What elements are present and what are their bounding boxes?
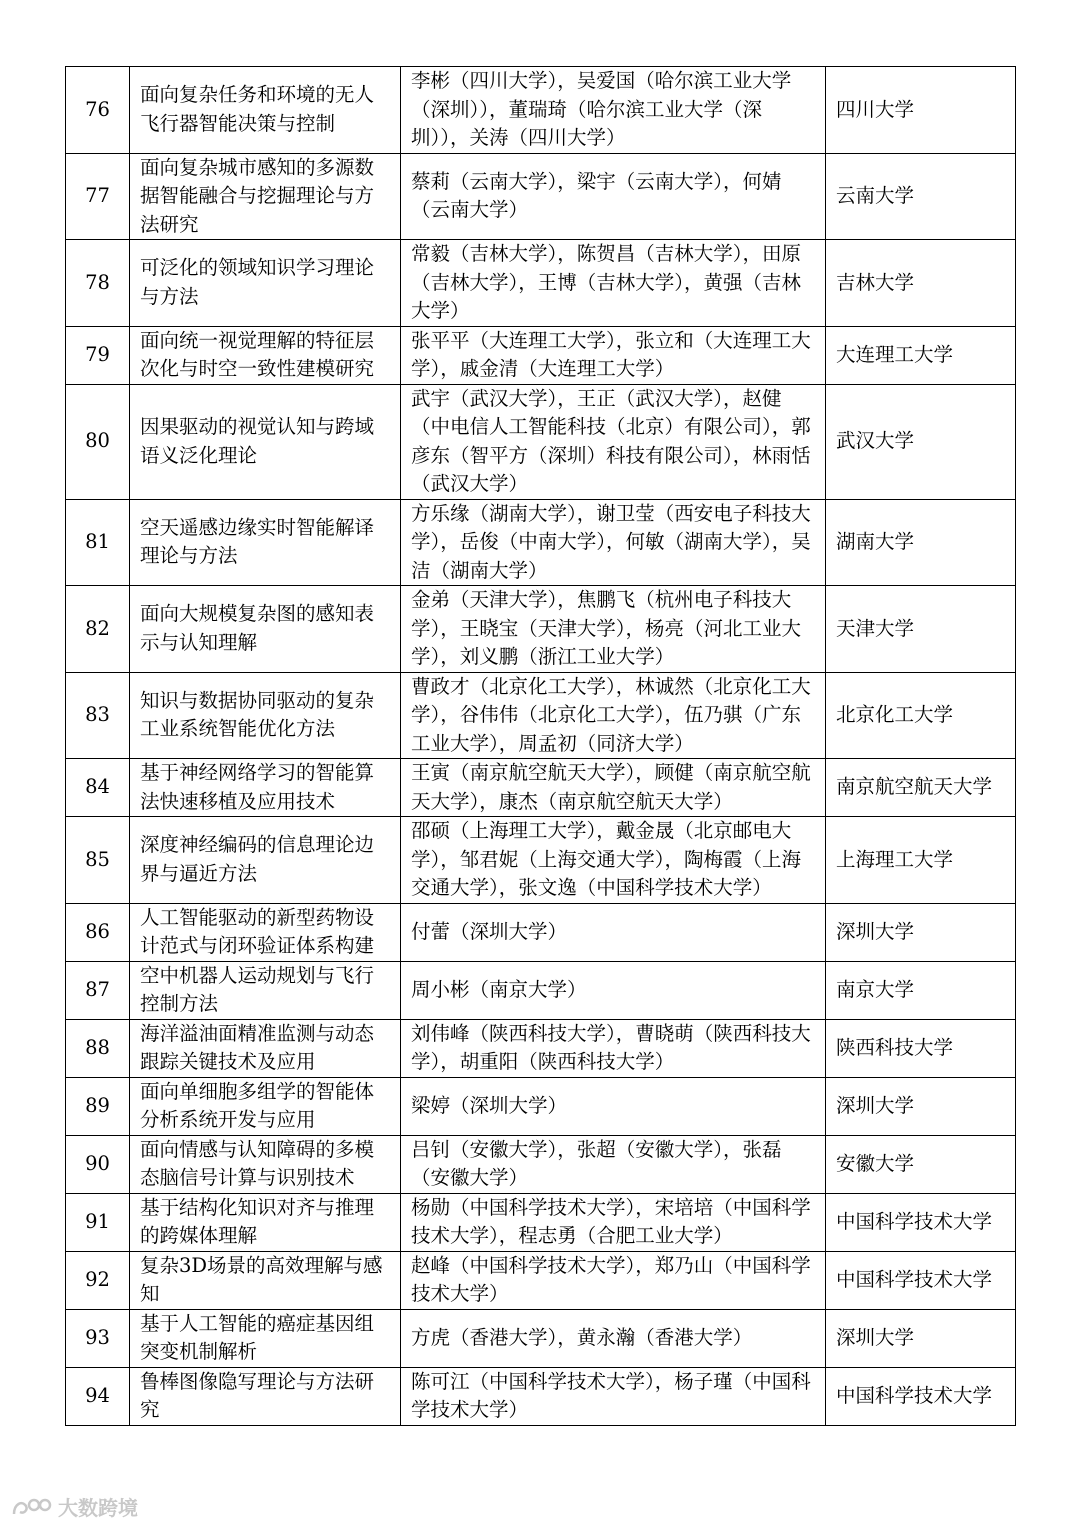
table-row (66, 240, 1016, 327)
project-title: 深度神经编码的信息理论边界与逼近方法 (130, 817, 401, 904)
host-institution: 深圳大学 (826, 1309, 1016, 1367)
host-institution: 云南大学 (826, 153, 1016, 240)
project-title: 人工智能驱动的新型药物设计范式与闭环验证体系构建 (130, 903, 401, 961)
table-row (66, 1193, 1016, 1251)
table-row (66, 903, 1016, 961)
row-number: 80 (66, 384, 130, 499)
watermark (10, 1492, 138, 1521)
project-title: 因果驱动的视觉认知与跨域语义泛化理论 (130, 384, 401, 499)
project-table (65, 66, 1016, 1426)
row-number: 87 (66, 961, 130, 1019)
project-members: 武宇（武汉大学），王正（武汉大学），赵健（中电信人工智能科技（北京）有限公司），郭彦东（智平方（深圳）科技有限公司），林雨恬（武汉大学） (401, 384, 826, 499)
host-institution: 深圳大学 (826, 903, 1016, 961)
row-number: 78 (66, 240, 130, 327)
project-members: 赵峰（中国科学技术大学），郑乃山（中国科学技术大学） (401, 1251, 826, 1309)
row-number: 93 (66, 1309, 130, 1367)
project-title: 可泛化的领域知识学习理论与方法 (130, 240, 401, 327)
project-members: 陈可江（中国科学技术大学），杨子瑾（中国科学技术大学） (401, 1367, 826, 1425)
row-number: 86 (66, 903, 130, 961)
project-title: 面向大规模复杂图的感知表示与认知理解 (130, 586, 401, 673)
table-row (66, 153, 1016, 240)
table-row (66, 1077, 1016, 1135)
host-institution: 吉林大学 (826, 240, 1016, 327)
project-members: 蔡莉（云南大学），梁宇（云南大学），何婧（云南大学） (401, 153, 826, 240)
project-title: 基于神经网络学习的智能算法快速移植及应用技术 (130, 759, 401, 817)
row-number: 85 (66, 817, 130, 904)
host-institution: 大连理工大学 (826, 326, 1016, 384)
table-row (66, 817, 1016, 904)
row-number: 82 (66, 586, 130, 673)
table-row (66, 384, 1016, 499)
table-row (66, 586, 1016, 673)
host-institution: 湖南大学 (826, 499, 1016, 586)
project-title: 基于人工智能的癌症基因组突变机制解析 (130, 1309, 401, 1367)
row-number: 91 (66, 1193, 130, 1251)
project-members: 吕钊（安徽大学），张超（安徽大学），张磊（安徽大学） (401, 1135, 826, 1193)
project-members: 王寅（南京航空航天大学），顾健（南京航空航天大学），康杰（南京航空航天大学） (401, 759, 826, 817)
project-members: 周小彬（南京大学） (401, 961, 826, 1019)
host-institution: 南京大学 (826, 961, 1016, 1019)
host-institution: 陕西科技大学 (826, 1019, 1016, 1077)
host-institution: 中国科学技术大学 (826, 1367, 1016, 1425)
table-row (66, 1019, 1016, 1077)
project-members: 杨勋（中国科学技术大学），宋培培（中国科学技术大学），程志勇（合肥工业大学） (401, 1193, 826, 1251)
watermark-logo-icon (10, 1496, 52, 1518)
row-number: 77 (66, 153, 130, 240)
project-members: 梁婷（深圳大学） (401, 1077, 826, 1135)
row-number: 84 (66, 759, 130, 817)
table-row (66, 759, 1016, 817)
row-number: 81 (66, 499, 130, 586)
table-row (66, 499, 1016, 586)
row-number: 76 (66, 67, 130, 154)
project-members: 方虎（香港大学），黄永瀚（香港大学） (401, 1309, 826, 1367)
project-title: 知识与数据协同驱动的复杂工业系统智能优化方法 (130, 672, 401, 759)
project-title: 复杂3D场景的高效理解与感知 (130, 1251, 401, 1309)
project-members: 李彬（四川大学），吴爱国（哈尔滨工业大学（深圳）），董瑞琦（哈尔滨工业大学（深圳）），关涛（四川大学） (401, 67, 826, 154)
table-row (66, 672, 1016, 759)
table-row (66, 1251, 1016, 1309)
host-institution: 深圳大学 (826, 1077, 1016, 1135)
host-institution: 中国科学技术大学 (826, 1193, 1016, 1251)
project-title: 空天遥感边缘实时智能解译理论与方法 (130, 499, 401, 586)
host-institution: 四川大学 (826, 67, 1016, 154)
host-institution: 上海理工大学 (826, 817, 1016, 904)
project-members: 邵硕（上海理工大学），戴金晟（北京邮电大学），邹君妮（上海交通大学），陶梅霞（上海交通大学），张文逸（中国科学技术大学） (401, 817, 826, 904)
table-row (66, 961, 1016, 1019)
row-number: 88 (66, 1019, 130, 1077)
table-row (66, 1309, 1016, 1367)
project-title: 鲁棒图像隐写理论与方法研究 (130, 1367, 401, 1425)
table-row (66, 326, 1016, 384)
project-title: 面向复杂城市感知的多源数据智能融合与挖掘理论与方法研究 (130, 153, 401, 240)
row-number: 89 (66, 1077, 130, 1135)
host-institution: 天津大学 (826, 586, 1016, 673)
project-table-body (66, 67, 1016, 1426)
project-members: 方乐缘（湖南大学），谢卫莹（西安电子科技大学），岳俊（中南大学），何敏（湖南大学），吴洁（湖南大学） (401, 499, 826, 586)
row-number: 92 (66, 1251, 130, 1309)
watermark-text: 大数跨境 (58, 1496, 138, 1520)
project-title: 面向情感与认知障碍的多模态脑信号计算与识别技术 (130, 1135, 401, 1193)
row-number: 83 (66, 672, 130, 759)
project-members: 刘伟峰（陕西科技大学），曹晓萌（陕西科技大学），胡重阳（陕西科技大学） (401, 1019, 826, 1077)
table-row (66, 1135, 1016, 1193)
row-number: 94 (66, 1367, 130, 1425)
project-title: 面向复杂任务和环境的无人飞行器智能决策与控制 (130, 67, 401, 154)
project-title: 面向单细胞多组学的智能体分析系统开发与应用 (130, 1077, 401, 1135)
project-members: 常毅（吉林大学），陈贺昌（吉林大学），田原（吉林大学），王博（吉林大学），黄强（吉林大学） (401, 240, 826, 327)
row-number: 79 (66, 326, 130, 384)
table-row (66, 1367, 1016, 1425)
project-members: 付蕾（深圳大学） (401, 903, 826, 961)
project-title: 基于结构化知识对齐与推理的跨媒体理解 (130, 1193, 401, 1251)
project-title: 空中机器人运动规划与飞行控制方法 (130, 961, 401, 1019)
host-institution: 中国科学技术大学 (826, 1251, 1016, 1309)
host-institution: 北京化工大学 (826, 672, 1016, 759)
project-members: 金弟（天津大学），焦鹏飞（杭州电子科技大学），王晓宝（天津大学），杨亮（河北工业大学），刘义鹏（浙江工业大学） (401, 586, 826, 673)
project-title: 面向统一视觉理解的特征层次化与时空一致性建模研究 (130, 326, 401, 384)
project-members: 张平平（大连理工大学），张立和（大连理工大学），戚金清（大连理工大学） (401, 326, 826, 384)
project-members: 曹政才（北京化工大学），林诚然（北京化工大学），谷伟伟（北京化工大学），伍乃骐（广东工业大学），周孟初（同济大学） (401, 672, 826, 759)
host-institution: 南京航空航天大学 (826, 759, 1016, 817)
table-row (66, 67, 1016, 154)
project-title: 海洋溢油面精准监测与动态跟踪关键技术及应用 (130, 1019, 401, 1077)
row-number: 90 (66, 1135, 130, 1193)
host-institution: 安徽大学 (826, 1135, 1016, 1193)
host-institution: 武汉大学 (826, 384, 1016, 499)
